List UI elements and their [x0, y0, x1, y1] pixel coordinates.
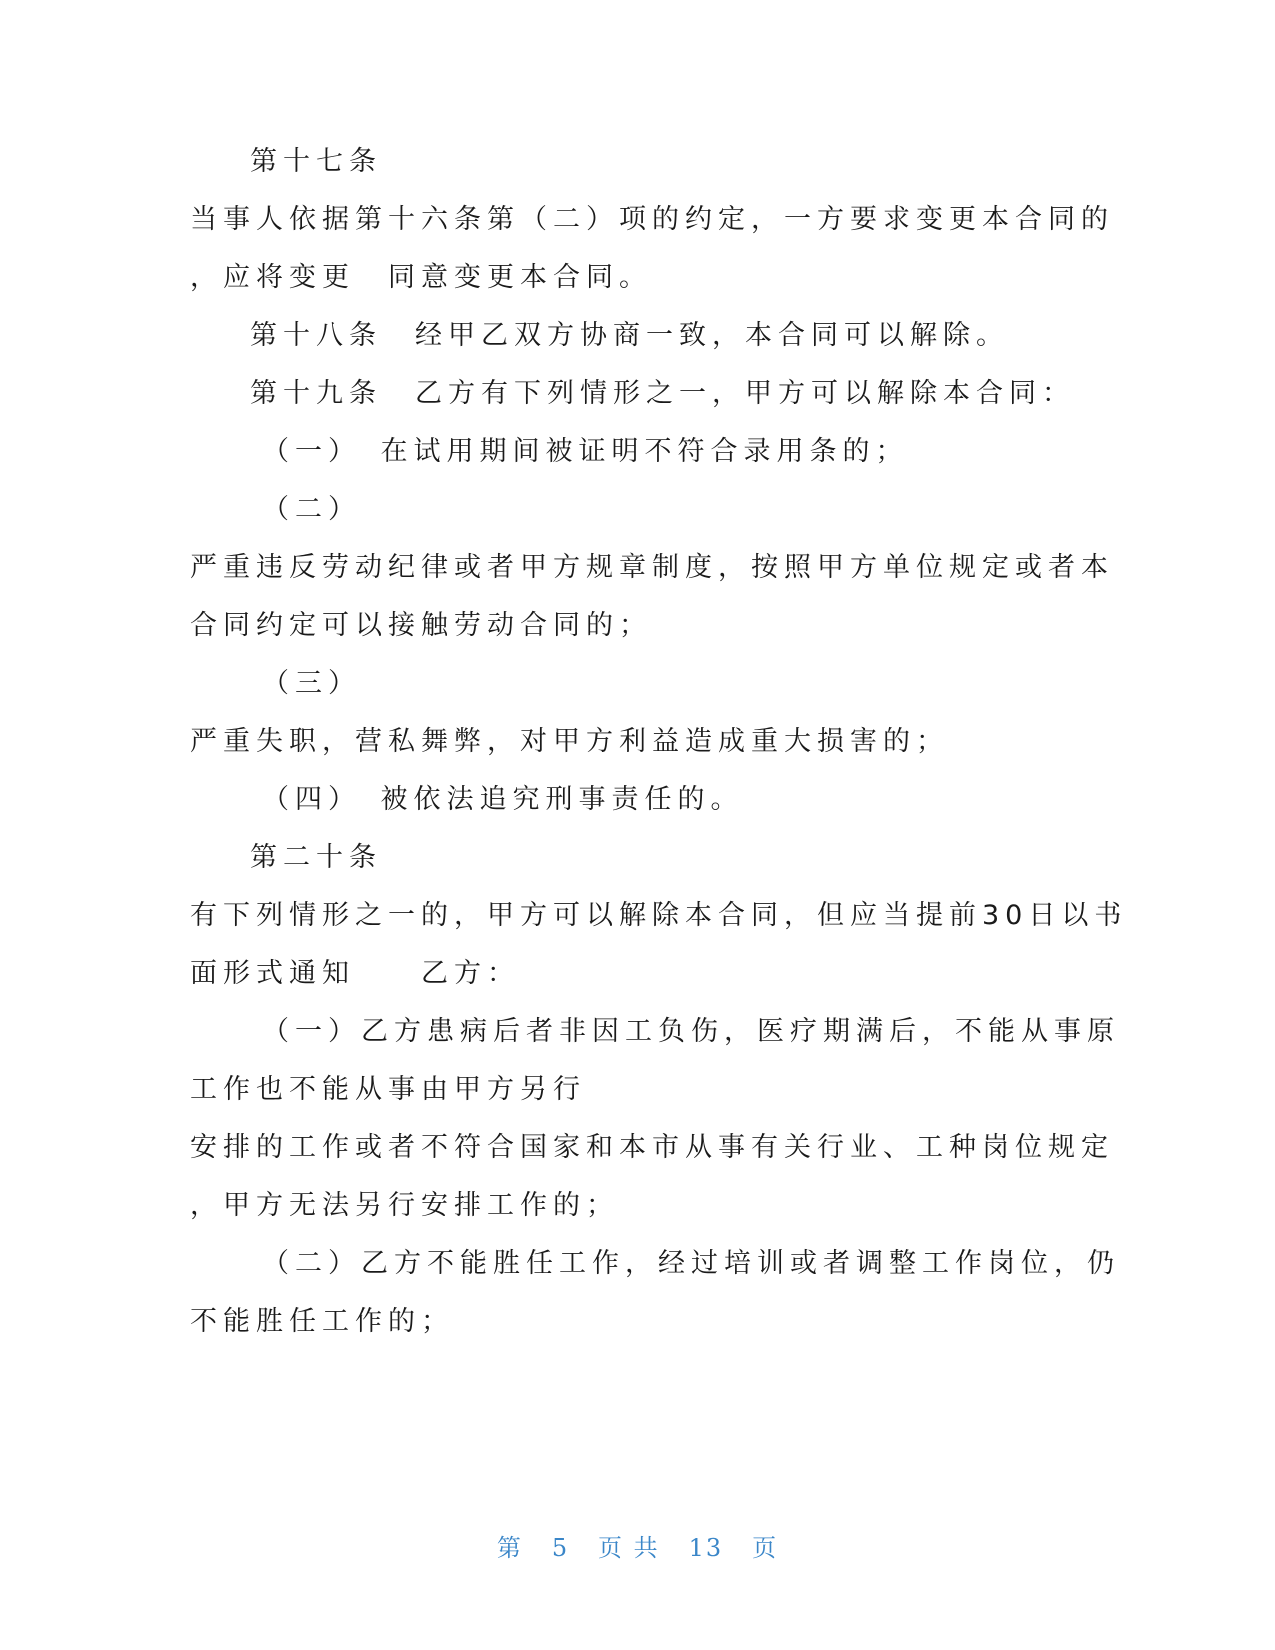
footer-label-of: 页 共 — [598, 1534, 660, 1562]
article-19: 第十九条 乙方有下列情形之一，甲方可以解除本合同： — [250, 378, 1075, 409]
paragraph-line: 安排的工作或者不符合国家和本市从事有关行业、工种岗位规定 — [190, 1132, 1114, 1163]
article-18: 第十八条 经甲乙双方协商一致，本合同可以解除。 — [250, 320, 1009, 351]
paragraph-line: 面形式通知 乙方： — [190, 958, 520, 989]
paragraph-line: 合同约定可以接触劳动合同的； — [190, 610, 652, 641]
list-item: （一） 在试用期间被证明不符合录用条的； — [262, 436, 909, 467]
list-item: （二）乙方不能胜任工作，经过培训或者调整工作岗位，仍 — [262, 1248, 1120, 1279]
article-20-heading: 第二十条 — [250, 842, 382, 873]
footer-current-page: 5 — [551, 1534, 570, 1562]
paragraph-line: 严重失职，营私舞弊，对甲方利益造成重大损害的； — [190, 726, 949, 757]
list-item: （四） 被依法追究刑事责任的。 — [262, 784, 744, 815]
page-footer — [0, 1528, 1275, 1563]
list-item-marker: （二） — [262, 494, 361, 525]
paragraph-line: ，甲方无法另行安排工作的； — [190, 1190, 619, 1221]
footer-total-pages: 13 — [688, 1534, 724, 1562]
paragraph-line: 当事人依据第十六条第（二）项的约定，一方要求变更本合同的 — [190, 204, 1114, 235]
paragraph-line: 工作也不能从事由甲方另行 — [190, 1074, 586, 1105]
list-item: （一）乙方患病后者非因工负伤，医疗期满后，不能从事原 — [262, 1016, 1120, 1047]
article-17-heading: 第十七条 — [250, 146, 382, 177]
footer-label-end: 页 — [752, 1534, 779, 1562]
paragraph-line: 有下列情形之一的，甲方可以解除本合同，但应当提前30日以书 — [190, 900, 1128, 931]
paragraph-line: 不能胜任工作的； — [190, 1306, 454, 1337]
paragraph-line: ，应将变更 同意变更本合同。 — [190, 262, 652, 293]
footer-label-page: 第 — [496, 1534, 523, 1562]
list-item-marker: （三） — [262, 668, 361, 699]
paragraph-line: 严重违反劳动纪律或者甲方规章制度，按照甲方单位规定或者本 — [190, 552, 1114, 583]
